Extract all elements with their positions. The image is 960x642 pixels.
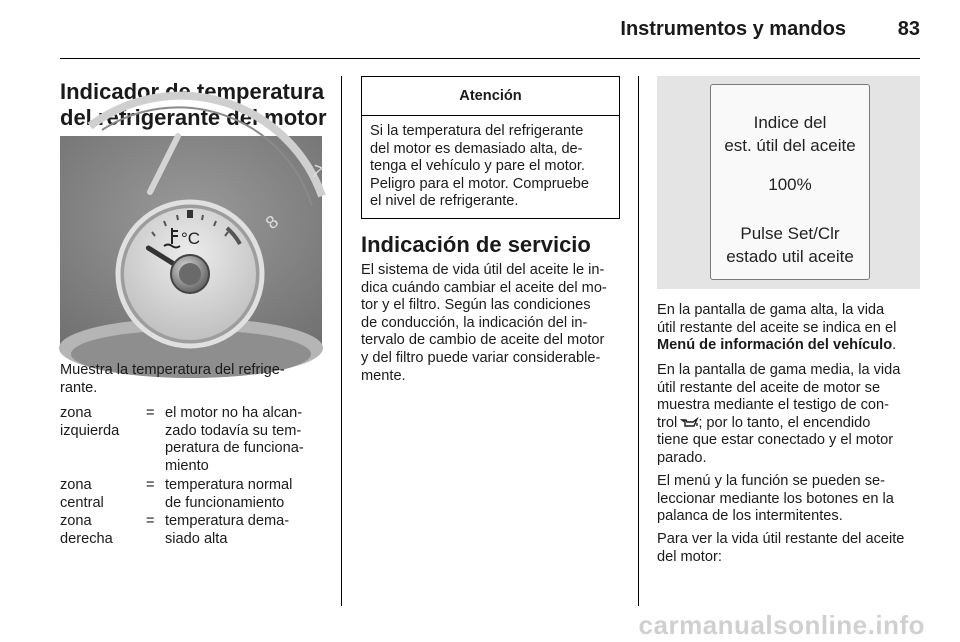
speedo-digit-8: 8 [261,211,283,234]
text-line: del motor: [657,548,722,565]
text-line: el nivel de refrigerante. [370,193,519,210]
page-number: 83 [897,18,920,40]
attention-box [361,76,620,219]
attention-title: Atención [362,77,619,116]
right-paragraph-2 [657,362,925,468]
column-divider-2 [638,76,639,606]
def-term-left [60,405,119,440]
text-line: tiene que estar conectado y el motor [657,432,894,449]
text-line: Peligro para el motor. Compruebe [370,175,590,192]
display-line: est. útil del aceite [724,136,856,155]
display-line: estado util aceite [726,247,854,266]
gauge-mid-tick [187,210,193,218]
right-paragraph-1 [657,302,925,355]
def-equals: = [146,513,155,529]
text-line: El sistema de vida útil del aceite le in- [361,262,605,278]
text-line: mente. [361,367,406,384]
running-header-title: Instrumentos y mandos [620,18,846,40]
display-value: 100% [768,175,812,194]
text-line: Muestra la temperatura del refrige- [60,362,285,378]
column-divider-1 [341,76,342,606]
text-line: muestra mediante el testigo de con- [657,397,890,414]
text-line: En la pantalla de gama media, la vida [657,362,901,378]
text-line: parado. [657,449,707,466]
text-line: útil restante del aceite se indica en el [657,319,897,336]
speedo-digit-7: 7 [308,160,325,184]
term-line: zona [60,513,92,529]
text-line: y del filtro puede variar considerable- [361,349,601,366]
right-paragraph-4 [657,531,927,566]
desc-line: siado alta [165,530,228,547]
heading-line: del refrigerante del motor [60,105,327,130]
text-line: tor y el filtro. Según las condiciones [361,297,591,314]
desc-line: el motor no ha alcan- [165,405,303,421]
watermark: carmanualsonline.info [638,610,925,640]
text-run: trol [657,414,682,431]
display-line: Pulse Set/Clr [740,224,840,243]
def-term-right [60,513,113,548]
desc-line: peratura de funciona- [165,440,304,457]
desc-line: zado todavía su tem- [165,422,302,439]
def-equals: = [146,477,155,493]
text-line: El menú y la función se pueden se- [657,473,885,489]
term-line: central [60,494,104,511]
def-desc-right [165,513,337,548]
section-heading-temperature [60,79,336,131]
right-paragraph-3 [657,473,925,526]
oil-can-icon [681,417,698,428]
text-line: tervalo de cambio de aceite del motor [361,332,605,349]
term-line: izquierda [60,422,120,439]
text-line: de conducción, la indicación del in- [361,314,588,331]
menu-reference: Menú de información del vehículo [657,337,893,354]
text-line: En la pantalla de gama alta, la vida [657,302,885,318]
term-line: derecha [60,530,113,547]
def-desc-left [165,405,337,475]
text-line: del motor es demasiado alta, de- [370,140,583,157]
def-term-central [60,477,104,512]
text-line: Si la temperatura del refrigerante [370,123,584,139]
coolant-gauge-illustration [60,136,325,346]
attention-body [362,116,619,211]
text-line: rante. [60,379,98,396]
desc-line: temperatura normal [165,477,293,493]
text-line: Para ver la vida útil restante del aceite [657,531,905,547]
text-line: dica cuándo cambiar el aceite del mo- [361,279,607,296]
desc-line: temperatura dema- [165,513,290,529]
desc-line: miento [165,457,209,474]
header-rule [60,58,920,59]
service-paragraph [361,262,633,385]
def-equals: = [146,405,155,421]
term-line: zona [60,405,92,421]
text-line [657,337,925,355]
gauge-unit-label: °C [181,229,201,248]
def-desc-central [165,477,337,512]
section-heading-service: Indicación de servicio [361,232,591,257]
term-line: zona [60,477,92,493]
text-line: tenga el vehículo y pare el motor. [370,158,585,175]
display-line: Indice del [753,113,827,132]
text-line: palanca de los intermitentes. [657,508,843,525]
text-line [657,415,925,433]
gauge-hub-cap [179,263,201,285]
punctuation: . [892,337,897,354]
heading-line: Indicador de temperatura [60,79,325,104]
text-line: útil restante del aceite de motor se [657,379,881,396]
desc-line: de funcionamiento [165,494,285,511]
gauge-intro-text [60,362,336,397]
display-screen [710,84,870,280]
text-run: ; por lo tanto, el encendido [698,414,871,431]
oil-life-display-illustration [657,76,920,289]
text-line: leccionar mediante los botones en la [657,490,894,507]
